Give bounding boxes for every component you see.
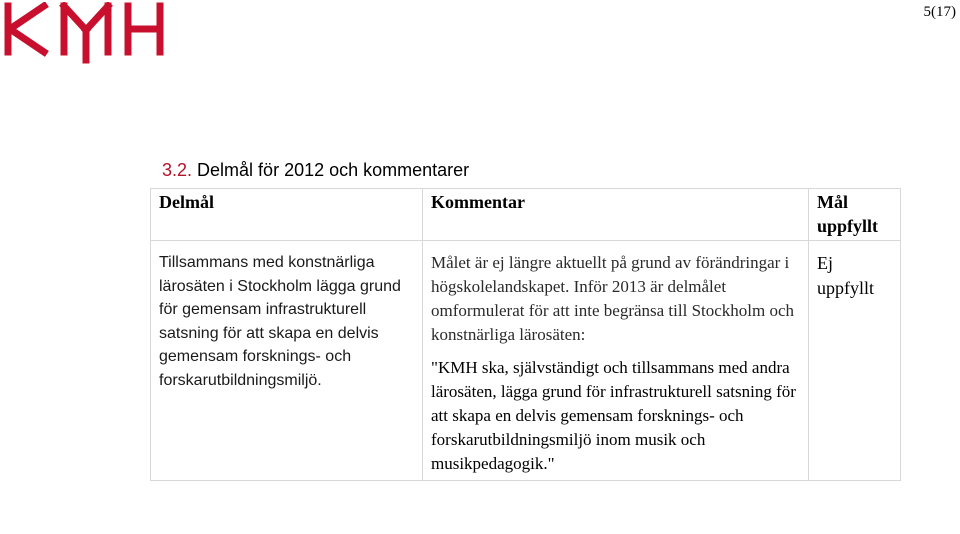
comment-cell <box>423 241 809 481</box>
achieved-status: Ej uppfyllt <box>817 253 874 298</box>
header-goal: Delmål <box>151 189 423 241</box>
header-achieved: Mål uppfyllt <box>809 189 901 241</box>
goal-cell <box>151 241 423 481</box>
goal-text: Tillsammans med konstnärliga lärosäten i Stockholm lägga grund för gemensam infrastrukturell satsning för att skapa en delvis gemensam forsknings- och forskarutbildningsmiljö. <box>159 254 401 389</box>
section-title: Delmål för 2012 och kommentarer <box>197 160 470 180</box>
comment-paragraph: Målet är ej längre aktuellt på grund av förändringar i högskolelandskapet. Inför 2013 är delmålet omformulerat för att inte begränsa till Stockholm och konstnärliga lärosäten: <box>431 253 795 344</box>
section-heading <box>162 160 469 181</box>
header-comment: Kommentar <box>423 189 809 241</box>
kmh-logo <box>4 2 164 64</box>
achieved-cell <box>809 241 901 481</box>
page-number: 5(17) <box>923 4 956 20</box>
table-header-row <box>151 189 901 241</box>
section-number: 3.2. <box>162 160 193 180</box>
goals-table <box>150 188 901 481</box>
table-row <box>151 241 901 481</box>
comment-quote: "KMH ska, självständigt och tillsammans med andra lärosäten, lägga grund för infrastrukturell satsning för att skapa en delvis gemensam forsknings- och forskarutbildningsmiljö inom musik och musikpedagogik." <box>431 358 796 473</box>
